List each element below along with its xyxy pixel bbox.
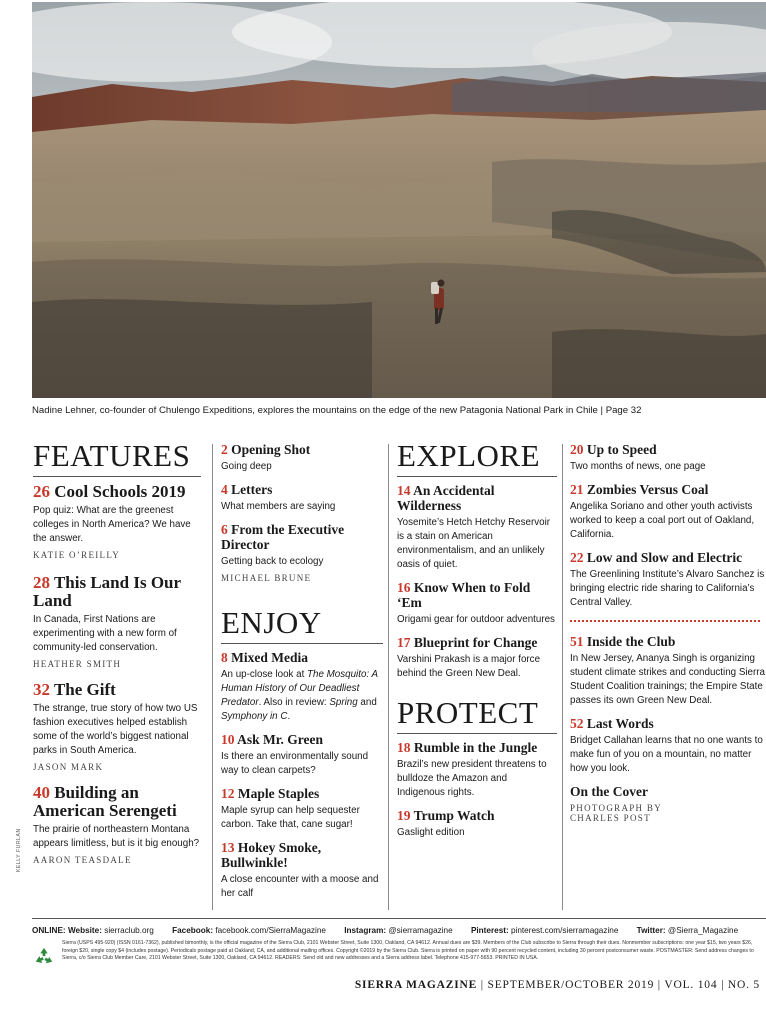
toc-entry[interactable]: 17 Blueprint for Change Varshini Prakash is a major force behind the Green New Deal. [397, 635, 541, 679]
feature-title: 28 This Land Is Our Land [33, 573, 181, 610]
instagram-link[interactable]: @sierramagazine [388, 926, 453, 935]
toc-entry[interactable]: 18 Rumble in the Jungle Brazil’s new president threatens to bulldoze the Amazon and Indigenous rights. [397, 740, 547, 798]
toc-entry[interactable]: 10 Ask Mr. Green Is there an environmentally sound way to clean carpets? [221, 732, 369, 776]
features-column [33, 440, 201, 873]
photo-caption: Nadine Lehner, co-founder of Chulengo Expeditions, explores the mountains on the edge of the new Patagonia National Park in Chile | Page 32 [32, 405, 642, 416]
column-divider [388, 444, 389, 910]
departments-column [221, 442, 383, 909]
fine-print: Sierra (USPS 495-920) (ISSN 0161-7362), published bimonthly, is the official magazine of the Sierra Club, 2101 Webster Street, Suite 1300, Oakland, CA 94612. Annual dues are $39. Members of the Club subscribe to Sierra through their dues. Nonmember subscriptions: one year $15, two years $26, foreign $20, single copy $4 (includes postage). Periodicals postage paid at Oakland, CA, and additional mailing offices. Copyright ©2019 by the Sierra Club. Sierra is printed on paper with 90 percent recycled content, including 30 percent postconsumer waste. POSTMASTER: Send address changes to Sierra, c/o Sierra Club Member Care, 2101 Webster Street, Suite 1300, Oakland, CA 94612. READERS: Send old and new addresses and a Sierra address label. Telephone 415-977-5653. PRINTED IN USA. [62, 940, 754, 962]
feature-entry[interactable] [33, 483, 201, 560]
toc-entry[interactable]: 4 Letters What members are saying [221, 482, 336, 512]
pinterest-link[interactable]: pinterest.com/sierramagazine [510, 926, 619, 935]
feature-author: JASON MARK [33, 762, 104, 772]
toc-entry[interactable]: 13 Hokey Smoke, Bullwinkle! A close encounter with a moose and her calf [221, 840, 379, 899]
feature-title: 32 The Gift [33, 680, 116, 699]
toc-entry[interactable]: 8 Mixed Media An up-close look at The Mosquito: A Human History of Our Deadliest Predator. Also in review: Spring and Symphony in C. [221, 650, 378, 722]
feature-author: HEATHER SMITH [33, 659, 122, 669]
feature-desc: Pop quiz: What are the greenest colleges in North America? We have the answer. [33, 505, 191, 544]
toc-entry[interactable]: 14 An Accidental Wilderness Yosemite’s Hetch Hetchy Reservoir is a stain on American environmentalism, and an unlikely oasis of quiet. [397, 483, 551, 570]
cover-credit: PHOTOGRAPH BY CHARLES POST [570, 803, 662, 823]
on-the-cover[interactable] [570, 784, 766, 823]
feature-desc: The prairie of northeastern Montana appears limitless, but is it big enough? [33, 824, 200, 849]
toc-entry[interactable]: 51 Inside the Club In New Jersey, Ananya Singh is organizing student climate strikes and conducting Sierra Student Coalition trainings; the Empire State passes its own Green New Deal. [570, 634, 765, 706]
twitter-link[interactable]: @Sierra_Magazine [667, 926, 739, 935]
toc-entry[interactable]: 2 Opening Shot Going deep [221, 442, 311, 472]
explore-heading: EXPLORE [397, 440, 557, 477]
toc-entry[interactable]: 20 Up to Speed Two months of news, one page [570, 442, 706, 472]
feature-author: AARON TEASDALE [33, 855, 132, 865]
toc-entry[interactable]: 16 Know When to Fold ‘Em Origami gear for outdoor adventures [397, 580, 555, 625]
departments-right-column [570, 442, 766, 831]
facebook-link[interactable]: facebook.com/SierraMagazine [215, 926, 326, 935]
feature-entry[interactable] [33, 681, 201, 772]
toc-entry[interactable]: 12 Maple Staples Maple syrup can help sequester carbon. Take that, cane sugar! [221, 786, 360, 830]
toc-entry[interactable]: 6 From the Executive Director Getting back to ecology MICHAEL BRUNE [221, 522, 345, 583]
cover-title: On the Cover [570, 784, 648, 799]
feature-title: 40 Building an American Serengeti [33, 783, 177, 820]
toc-entry[interactable]: 52 Last Words Bridget Callahan learns that no one wants to make fun of you on a mountain, no matter how you look. [570, 716, 763, 774]
patagonia-landscape-image [32, 2, 766, 398]
features-heading: FEATURES [33, 440, 201, 477]
feature-author: KATIE O’REILLY [33, 550, 121, 560]
feature-desc: In Canada, First Nations are experimenting with a new form of community-led conservation. [33, 614, 177, 653]
column-divider [562, 444, 563, 910]
hero-photo [32, 2, 766, 398]
column-divider [212, 444, 213, 910]
toc-entry[interactable]: 19 Trump Watch Gaslight edition [397, 808, 495, 838]
enjoy-heading: ENJOY [221, 607, 383, 644]
toc-entry[interactable]: 22 Low and Slow and Electric The Greenlining Institute’s Alvaro Sanchez is bringing electric ride sharing to California’s Central Valley. [570, 550, 765, 608]
masthead-footer: SIERRA MAGAZINE | SEPTEMBER/OCTOBER 2019 | VOL. 104 | NO. 5 [354, 979, 760, 991]
toc-entry[interactable]: 21 Zombies Versus Coal Angelika Soriano and other youth activists worked to keep a coal port out of Oakland, California. [570, 482, 755, 540]
explore-protect-column [397, 440, 557, 848]
photo-credit: KELLY FURLAN [16, 828, 22, 872]
feature-entry[interactable] [33, 574, 201, 669]
feature-entry[interactable] [33, 784, 201, 865]
protect-heading: PROTECT [397, 697, 557, 734]
online-links: ONLINE: Website: sierraclub.org Facebook: facebook.com/SierraMagazine Instagram: @sierramagazine Pinterest: pinterest.com/sierramagazine Twitter: @Sierra_Magazine [32, 926, 739, 935]
website-link[interactable]: sierraclub.org [104, 926, 154, 935]
feature-desc: The strange, true story of how two US fashion executives helped establish some of the world’s biggest national parks in South America. [33, 703, 198, 756]
dotted-separator [570, 620, 760, 622]
feature-title: 26 Cool Schools 2019 [33, 482, 186, 501]
recycle-icon [33, 946, 55, 968]
footer-rule [32, 918, 766, 919]
